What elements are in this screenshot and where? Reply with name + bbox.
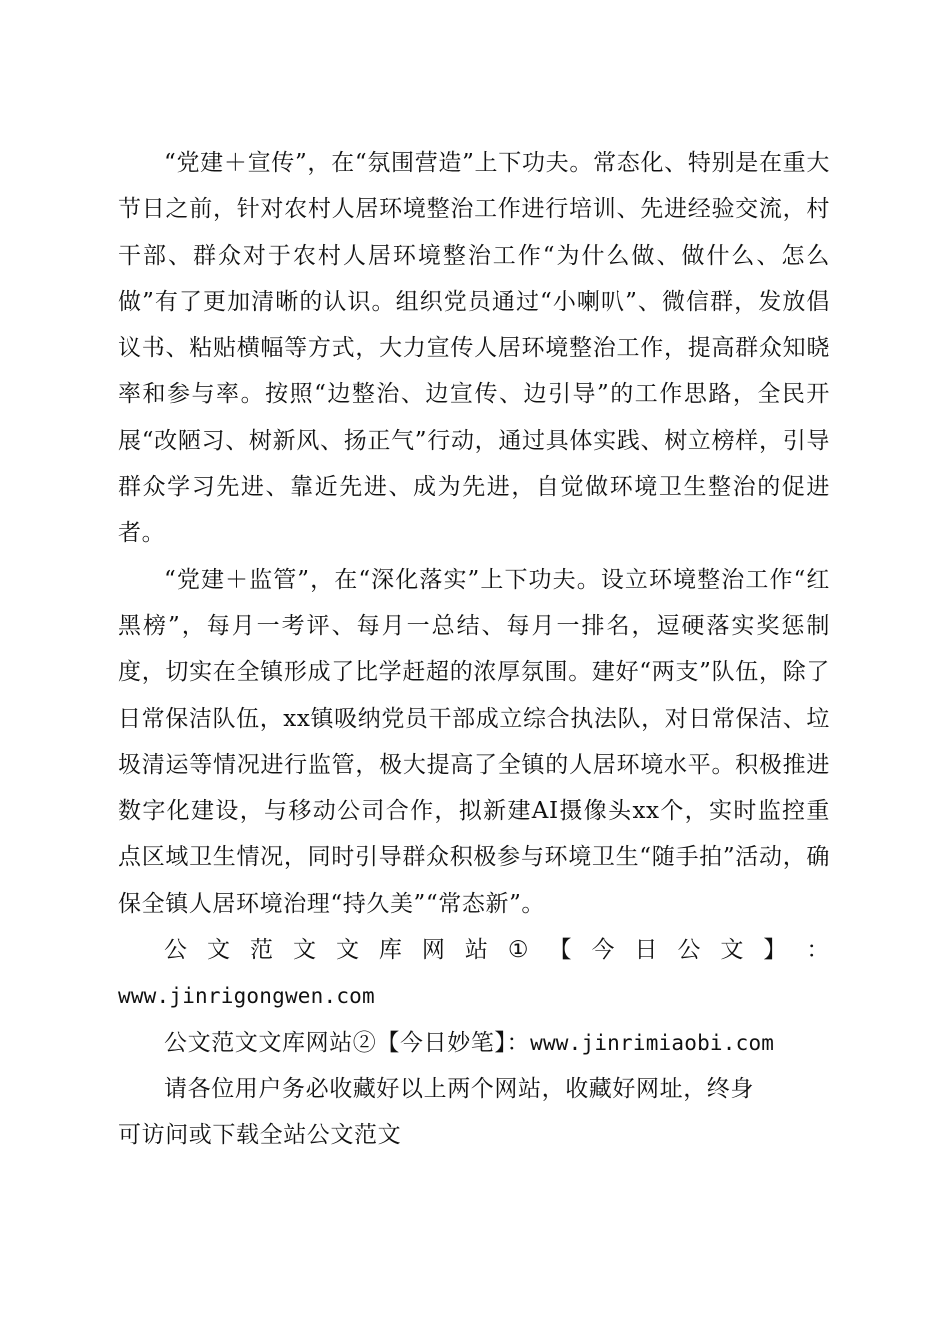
site1-char: 范 [249,937,274,964]
site1-char: 文 [720,937,745,964]
site1-url-line [118,973,830,1019]
site1-block [118,927,830,1020]
site1-char: 公 [164,937,188,964]
site1-label [118,927,830,973]
site1-char: 站 [464,937,489,964]
notice-line-1: 请各位用户务必收藏好以上两个网站，收藏好网址，终身 [164,1075,754,1102]
site1-char: 】 [763,937,788,964]
paragraph-supervision: “党建＋监管”，在“深化落实”上下功夫。设立环境整治工作“红黑榜”，每月一考评、每月一总结、每月一排名，逗硬落实奖惩制度，切实在全镇形成了比学赶超的浓厚氛围。建好“两支”队伍，除了日常保洁队伍，xx镇吸纳党员干部成立综合执法队，对日常保洁、垃圾清运等情况进行监管，极大提高了全镇的人居环境水平。积极推进数字化建设，与移动公司合作，拟新建AI摄像头xx个，实时监控重点区域卫生情况，同时引导群众积极参与环境卫生“随手拍”活动，确保全镇人居环境治理“持久美”“常态新”。 [118,566,830,917]
paragraph-propaganda: “党建＋宣传”，在“氛围营造”上下功夫。常态化、特别是在重大节日之前，针对农村人居环境整治工作进行培训、先进经验交流，村干部、群众对于农村人居环境整治工作“为什么做、做什么、怎么做”有了更加清晰的认识。组织党员通过“小喇叭”、微信群，发放倡议书、粘贴横幅等方式，大力宣传人居环境整治工作，提高群众知晓率和参与率。按照“边整治、边宣传、边引导”的工作思路，全民开展“改陋习、树新风、扬正气”行动，通过具体实践、树立榜样，引导群众学习先进、靠近先进、成为先进，自觉做环境卫生整治的促进者。 [118,150,830,547]
site1-char: 文 [335,937,360,964]
site1-url[interactable]: www.jinrigongwen.com [118,984,375,1009]
site1-char: 今 [591,937,616,964]
site1-char: 文 [206,937,231,964]
site1-char: ： [806,937,830,964]
site1-char: ① [507,937,530,964]
site1-char: 网 [421,937,446,964]
site1-char: 文 [292,937,317,964]
document-page [118,140,830,1159]
site1-char: 公 [677,937,702,964]
site2-label: 公文范文文库网站②【今日妙笔】： [164,1029,531,1056]
site1-char: 库 [378,937,403,964]
site1-char: 日 [634,937,659,964]
notice-block [118,1066,830,1159]
site2-line [118,1020,830,1066]
site1-char: 【 [548,937,573,964]
notice-line-2: 可访问或下载全站公文范文 [118,1122,402,1149]
site2-url[interactable]: www.jinrimiaobi.com [530,1030,775,1055]
